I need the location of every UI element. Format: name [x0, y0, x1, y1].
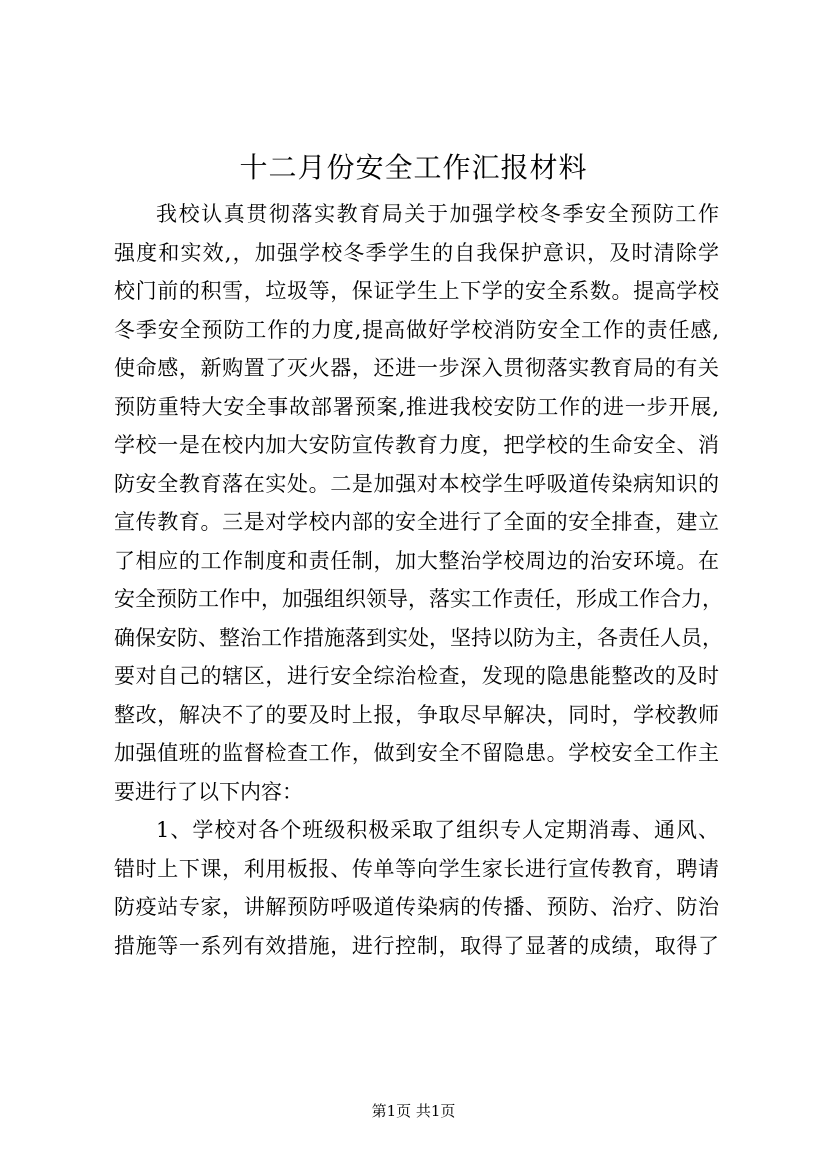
page-footer: 第1页 共1页	[371, 1102, 456, 1120]
paragraph-line: 确保安防、整治工作措施落到实处，坚持以防为主，各责任人员，	[114, 625, 723, 650]
paragraph-line: 宣传教育。三是对学校内部的安全进行了全面的安全排查，建立	[114, 510, 719, 534]
paragraph-line: 校门前的积雪，垃圾等，保证学生上下学的安全系数。提高学校	[114, 279, 719, 303]
paragraph-line: 要进行了以下内容：	[114, 779, 303, 804]
paragraph-line: 学校一是在校内加大安防宣传教育力度，把学校的生命安全、消	[114, 433, 719, 457]
paragraph-line: 预防重特大安全事故部署预案,推进我校安防工作的进一步开展,	[114, 394, 719, 419]
paragraph-line: 整改，解决不了的要及时上报，争取尽早解决，同时，学校教师	[114, 702, 719, 727]
paragraph-line: 错时上下课，利用板报、传单等向学生家长进行宣传教育，聘请	[114, 856, 719, 881]
document-title: 十二月份安全工作汇报材料	[239, 151, 588, 184]
paragraph-line: 措施等一系列有效措施，进行控制，取得了显著的成绩，取得了	[114, 933, 719, 958]
paragraph-line: 了相应的工作制度和责任制，加大整治学校周边的治安环境。在	[114, 548, 719, 573]
paragraph-line: 我校认真贯彻落实教育局关于加强学校冬季安全预防工作	[156, 202, 719, 226]
document-body	[114, 195, 723, 965]
paragraph-line: 加强值班的监督检查工作，做到安全不留隐患。学校安全工作主	[114, 741, 719, 765]
paragraph-line: 1、学校对各个班级积极采取了组织专人定期消毒、通风、	[156, 818, 719, 842]
paragraph-line: 防安全教育落在实处。二是加强对本校学生呼吸道传染病知识的	[114, 471, 719, 496]
paragraph-line: 防疫站专家，讲解预防呼吸道传染病的传播、预防、治疗、防治	[114, 895, 719, 919]
paragraph-line: 冬季安全预防工作的力度,提高做好学校消防安全工作的责任感,	[114, 317, 719, 342]
paragraph-line: 要对自己的辖区，进行安全综治检查，发现的隐患能整改的及时	[114, 664, 719, 688]
paragraph-line: 安全预防工作中，加强组织领导，落实工作责任，形成工作合力，	[114, 587, 723, 611]
paragraph-line: 强度和实效,，加强学校冬季学生的自我保护意识，及时清除学	[114, 240, 719, 265]
paragraph-line: 使命感，新购置了灭火器，还进一步深入贯彻落实教育局的有关	[114, 356, 719, 380]
